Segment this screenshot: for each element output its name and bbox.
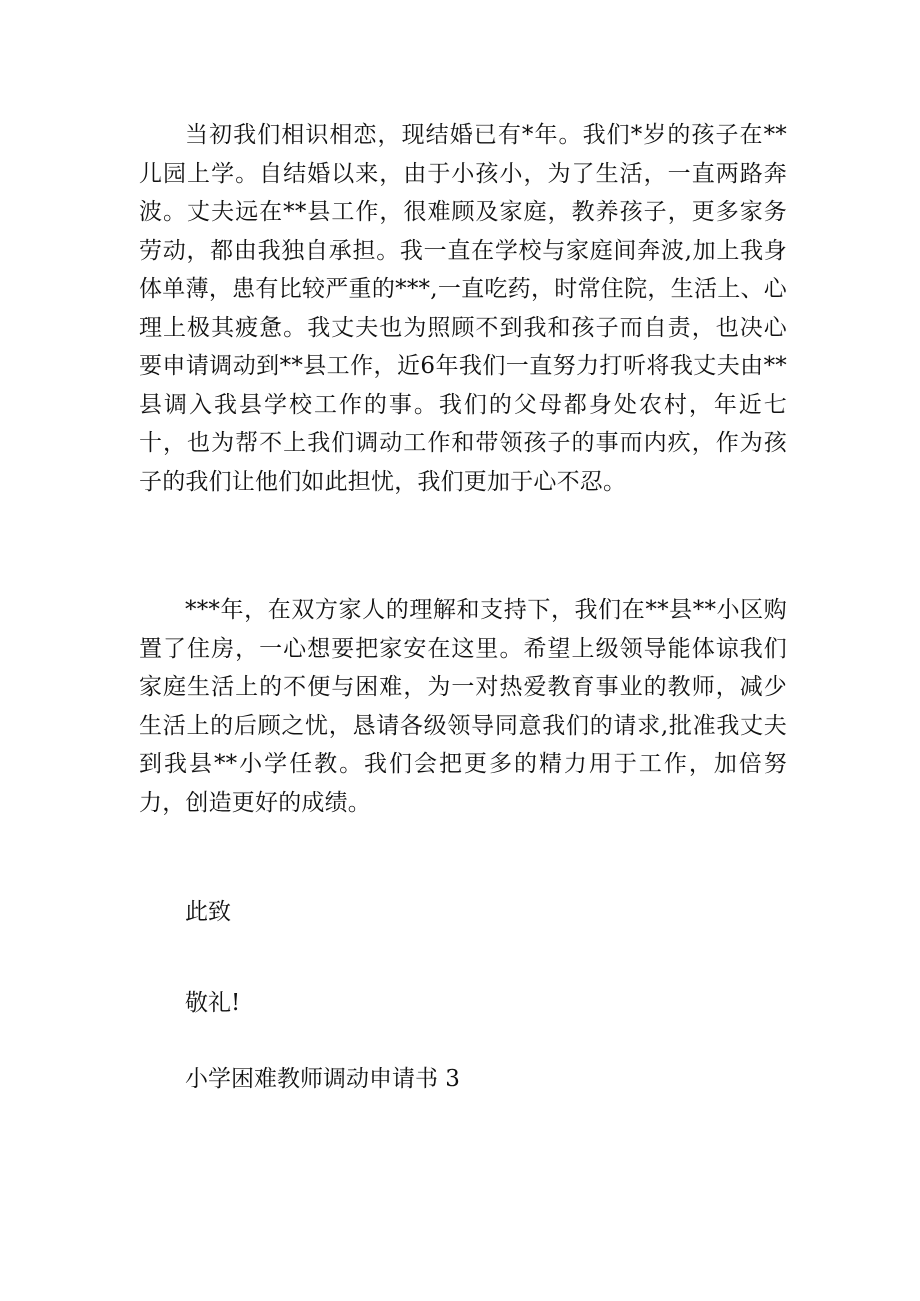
closing-phrase: 此致 (185, 899, 231, 925)
body-paragraph-1: 当初我们相识相恋，现结婚已有*年。我们*岁的孩子在**儿园上学。自结婚以来，由于小孩小，为了生活，一直两路奔波。丈夫远在**县工作，很难顾及家庭，教养孩子，更多家务劳动，都由我独自承担。我一直在学校与家庭间奔波,加上我身体单薄，患有比较严重的***,一直吃药，时常住院，生活上、心理上极其疲惫。我丈夫也为照顾不到我和孩子而自责，也决心要申请调动到**县工作，近6年我们一直努力打听将我丈夫由**县调入我县学校工作的事。我们的父母都身处农村，年近七十，也为帮不上我们调动工作和带领孩子的事而内疚，作为孩子的我们让他们如此担忧，我们更加于心不忍。 (139, 122, 787, 495)
next-document-title: 小学困难教师调动申请书 3 (185, 1066, 460, 1092)
salutation: 敬礼! (185, 990, 241, 1016)
body-paragraph-2: ***年，在双方家人的理解和支持下，我们在**县**小区购置了住房，一心想要把家安在这里。希望上级领导能体谅我们家庭生活上的不便与困难，为一对热爱教育事业的教师，减少生活上的后顾之忧，恳请各级领导同意我们的请求,批准我丈夫到我县**小学任教。我们会把更多的精力用于工作，加倍努力，创造更好的成绩。 (139, 597, 787, 816)
